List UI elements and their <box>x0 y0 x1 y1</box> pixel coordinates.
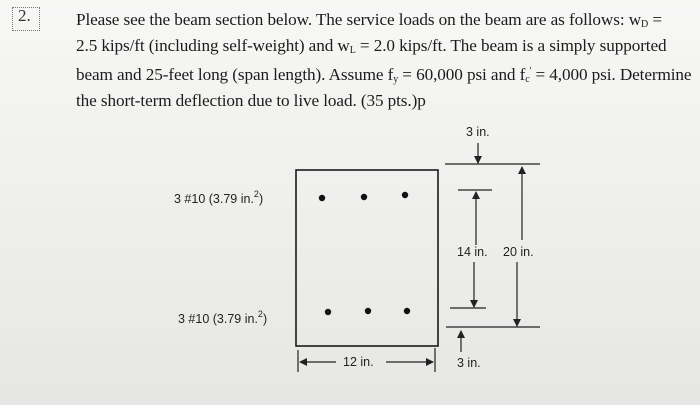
wl-subscript: L <box>349 45 356 56</box>
top-rebar-2 <box>361 194 367 200</box>
inner-depth-label: 14 in. <box>457 245 488 259</box>
bottom-rebar-1 <box>325 309 331 315</box>
question-line-3-mid: = 60,000 psi and f <box>398 65 526 84</box>
question-line-1-text: Please see the beam section below. The service loads on the beam are as follows: w <box>76 10 642 29</box>
total-depth-label: 20 in. <box>503 245 534 259</box>
fc-subscript: c <box>525 74 530 85</box>
top-rebar-3 <box>402 192 408 198</box>
question-line-1-end: = <box>648 10 662 29</box>
question-line-2-text: 2.5 kips/ft (including self-weight) and w <box>76 36 350 55</box>
top-rebar-1 <box>319 195 325 201</box>
width-label: 12 in. <box>343 355 374 369</box>
question-line-4: the short-term deflection due to live load. (35 pts.)p <box>76 91 426 110</box>
question-line-3-text: beam and 25-feet long (span length). Assume f <box>76 65 394 84</box>
question-line-3-end: = 4,000 psi. Determine <box>531 65 692 84</box>
top-cover-label: 3 in. <box>466 125 490 139</box>
fc-prime: ' <box>529 66 532 77</box>
bottom-cover-label: 3 in. <box>457 356 481 370</box>
wd-subscript: D <box>641 19 649 30</box>
top-rebar-label: 3 #10 (3.79 in.$^2$) <box>174 189 264 206</box>
bottom-rebar-3 <box>404 308 410 314</box>
bottom-rebar-2 <box>365 308 371 314</box>
question-number: 2. <box>18 6 31 25</box>
question-line-2-end: = 2.0 kips/ft. The beam is a simply supported <box>355 36 667 55</box>
bottom-rebar-label: 3 #10 (3.79 in.$^2$) <box>178 309 268 326</box>
fy-subscript: y <box>393 74 399 85</box>
